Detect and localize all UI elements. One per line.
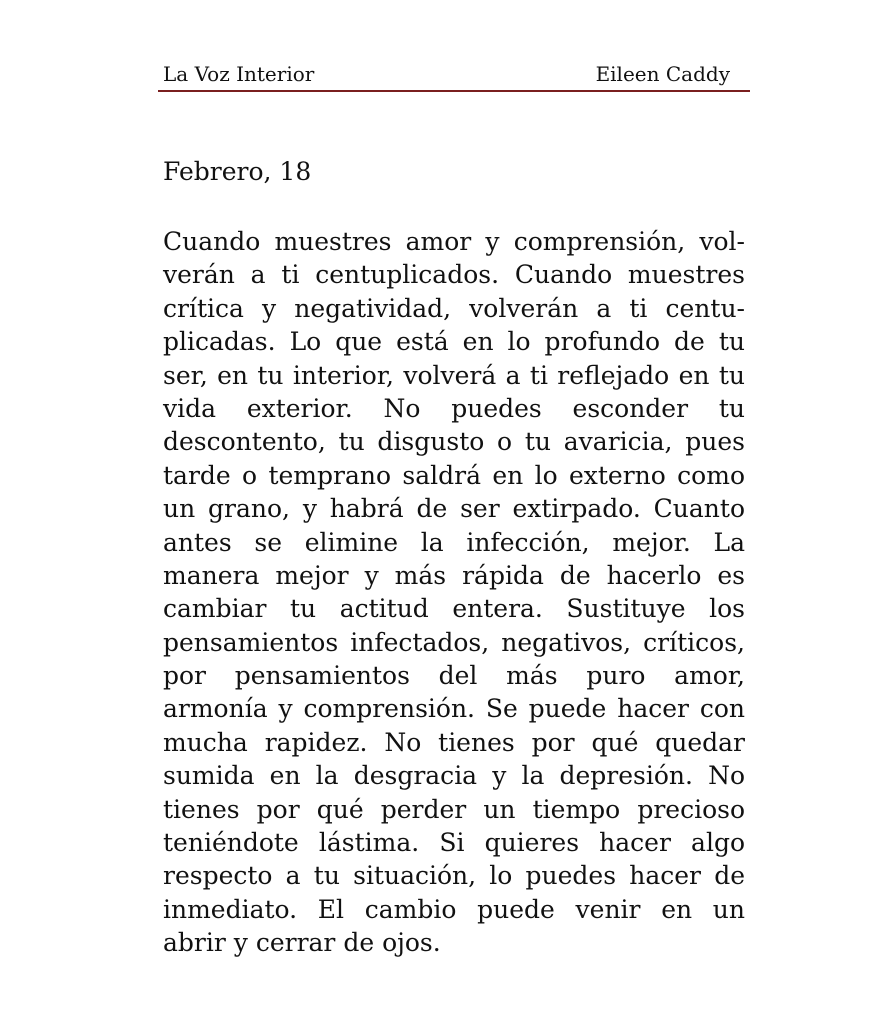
entry-date: Febrero, 18 bbox=[163, 157, 312, 186]
body-line: teniéndote lástima. Si quieres hacer algo bbox=[163, 828, 745, 858]
author-name: Eileen Caddy bbox=[595, 62, 730, 86]
body-line: Cuando muestres amor y comprensión, vol- bbox=[163, 227, 745, 256]
body-line: verán a ti centuplicados. Cuando muestres bbox=[163, 260, 745, 290]
body-line: antes se elimine la infección, mejor. La bbox=[163, 527, 745, 557]
body-line: por pensamientos del más puro amor, bbox=[163, 661, 745, 691]
body-line: cambiar tu actitud entera. Sustituye los bbox=[163, 594, 745, 624]
body-line: vida exterior. No puedes esconder tu bbox=[163, 393, 745, 423]
body-line: crítica y negatividad, volverán a ti centu- bbox=[163, 293, 745, 323]
body-line: pensamientos infectados, negativos, críticos, bbox=[163, 627, 745, 657]
book-title: La Voz Interior bbox=[163, 62, 315, 86]
body-line: ser, en tu interior, volverá a ti reflejado en tu bbox=[163, 360, 745, 390]
entry-body bbox=[163, 225, 745, 960]
body-line: abrir y cerrar de ojos. bbox=[163, 928, 441, 958]
body-line: tarde o temprano saldrá en lo externo como bbox=[163, 460, 745, 490]
body-line: respecto a tu situación, lo puedes hacer de bbox=[163, 861, 745, 891]
body-line: manera mejor y más rápida de hacerlo es bbox=[163, 560, 745, 590]
body-line: armonía y comprensión. Se puede hacer con bbox=[163, 694, 745, 724]
body-line: sumida en la desgracia y la depresión. No bbox=[163, 761, 745, 791]
body-line: inmediato. El cambio puede venir en un bbox=[163, 894, 745, 924]
page-header bbox=[158, 58, 750, 92]
body-line: mucha rapidez. No tienes por qué quedar bbox=[163, 727, 745, 757]
body-line: descontento, tu disgusto o tu avaricia, pues bbox=[163, 427, 745, 457]
body-line: un grano, y habrá de ser extirpado. Cuanto bbox=[163, 494, 745, 524]
body-line: tienes por qué perder un tiempo precioso bbox=[163, 794, 745, 824]
body-line: plicadas. Lo que está en lo profundo de tu bbox=[163, 327, 745, 357]
